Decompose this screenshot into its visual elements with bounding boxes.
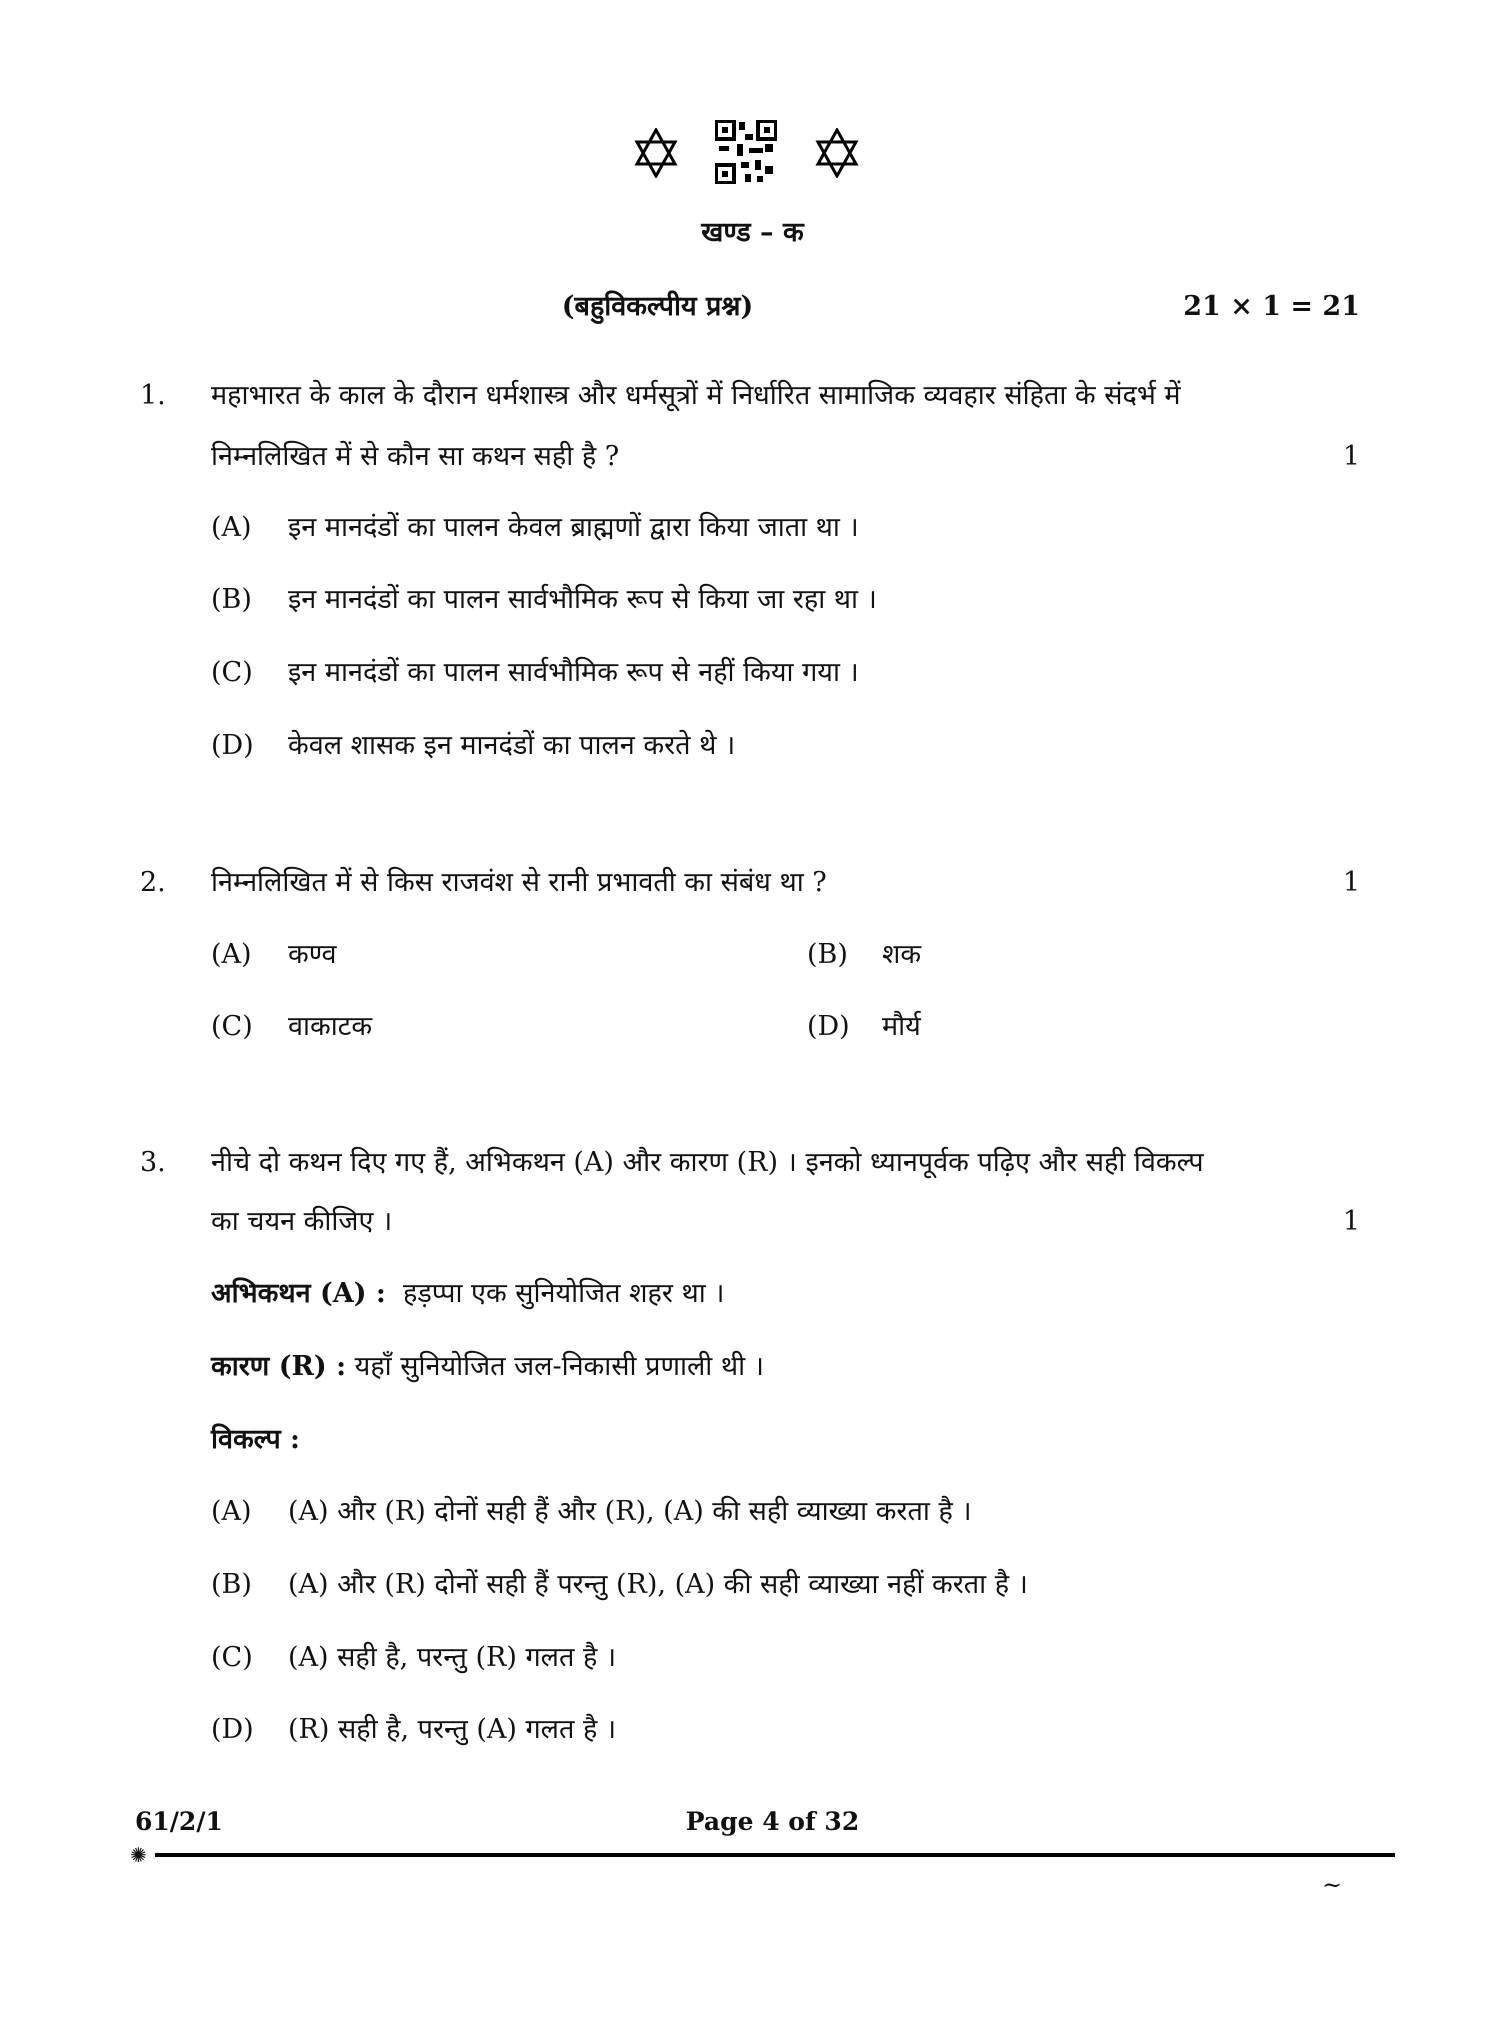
option-text: केवल शासक इन मानदंडों का पालन करते थे । (288, 730, 736, 761)
option-label: (D) (211, 1714, 254, 1745)
reason-text: यहाँ सुनियोजित जल-निकासी प्रणाली थी । (354, 1351, 764, 1382)
option-text: कण्व (288, 939, 337, 970)
section-title: खण्ड – क (701, 217, 804, 248)
page-number: Page 4 of 32 (685, 1807, 860, 1836)
asterisk-icon: ✺ (130, 1843, 147, 1867)
option-label: (D) (807, 1011, 850, 1042)
question-number: 3. (140, 1147, 166, 1178)
assertion-label: अभिकथन (A) : (211, 1278, 386, 1309)
question-marks: 1 (1342, 1206, 1360, 1237)
option-text: इन मानदंडों का पालन केवल ब्राह्मणों द्वारा किया जाता था । (288, 512, 859, 543)
reason (211, 1350, 764, 1384)
option-label: (A) (211, 1496, 252, 1527)
option-text: (A) और (R) दोनों सही हैं परन्तु (R), (A) की सही व्याख्या नहीं करता है । (288, 1569, 1028, 1600)
question-text: का चयन कीजिए । (211, 1206, 393, 1237)
assertion-text: हड़प्पा एक सुनियोजित शहर था । (403, 1278, 725, 1309)
question-text: निम्नलिखित में से किस राजवंश से रानी प्रभावती का संबंध था ? (211, 867, 827, 898)
option-label: (A) (211, 939, 252, 970)
star-of-david-icon-left (634, 128, 678, 178)
corner-mark: ~ (1322, 1871, 1343, 1899)
question-text: महाभारत के काल के दौरान धर्मशास्त्र और धर्मसूत्रों में निर्धारित सामाजिक व्यवहार संहिता के संदर्भ में (211, 380, 1181, 411)
reason-label: कारण (R) : (211, 1351, 347, 1382)
option-text: (A) सही है, परन्तु (R) गलत है । (288, 1642, 617, 1673)
option-label: (B) (211, 1569, 252, 1600)
star-of-david-icon-right (815, 128, 859, 178)
section-type: (बहुविकल्पीय प्रश्न) (561, 291, 754, 322)
question-marks: 1 (1342, 441, 1360, 472)
options-label: विकल्प : (211, 1424, 301, 1455)
option-label: (C) (211, 1011, 253, 1042)
question-number: 1. (140, 380, 166, 411)
question-number: 2. (140, 867, 166, 898)
section-marks: 21 × 1 = 21 (1183, 291, 1360, 322)
option-label: (A) (211, 512, 252, 543)
paper-code: 61/2/1 (135, 1807, 223, 1836)
option-label: (C) (211, 657, 253, 688)
footer-rule (155, 1853, 1395, 1857)
option-text: (A) और (R) दोनों सही हैं और (R), (A) की सही व्याख्या करता है । (288, 1496, 972, 1527)
option-label: (B) (211, 584, 252, 615)
assertion (211, 1277, 725, 1311)
question-marks: 1 (1342, 867, 1360, 898)
option-text: शक (882, 939, 922, 970)
option-text: (R) सही है, परन्तु (A) गलत है । (288, 1714, 617, 1745)
option-text: इन मानदंडों का पालन सार्वभौमिक रूप से किया जा रहा था । (288, 584, 877, 615)
option-text: इन मानदंडों का पालन सार्वभौमिक रूप से नहीं किया गया । (288, 657, 859, 688)
question-text: नीचे दो कथन दिए गए हैं, अभिकथन (A) और कारण (R) । इनको ध्यानपूर्वक पढ़िए और सही विकल्प (211, 1147, 1204, 1178)
option-text: वाकाटक (288, 1011, 373, 1042)
option-label: (D) (211, 730, 254, 761)
question-text: निम्नलिखित में से कौन सा कथन सही है ? (211, 441, 620, 472)
qr-code-icon (715, 120, 777, 184)
option-label: (C) (211, 1642, 253, 1673)
option-label: (B) (807, 939, 848, 970)
option-text: मौर्य (882, 1011, 921, 1042)
